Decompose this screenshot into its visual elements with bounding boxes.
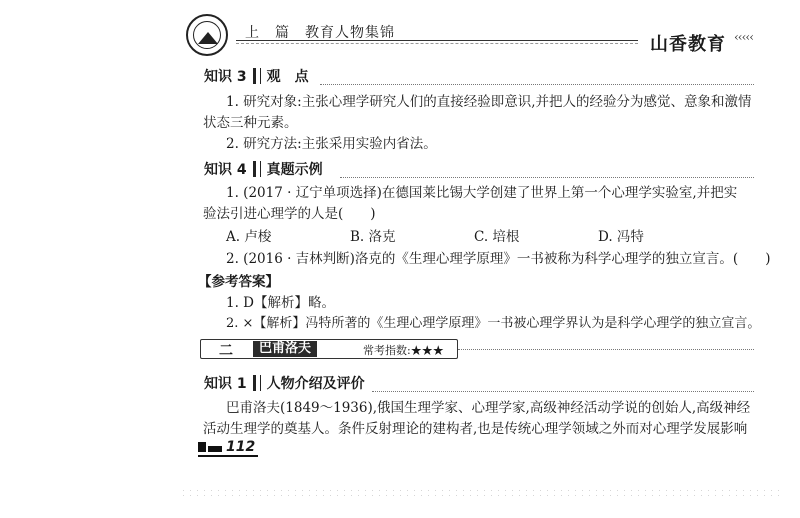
tag-rule xyxy=(340,177,754,178)
scan-noise xyxy=(180,488,780,500)
tag-divider xyxy=(253,68,256,84)
tag-divider xyxy=(253,161,256,177)
tag-rule xyxy=(320,84,754,85)
logo-emblem xyxy=(193,21,221,49)
page-number-rule xyxy=(198,455,258,457)
frequency-rating: 常考指数:★★★ xyxy=(363,344,444,357)
tag-title: 真题示例 xyxy=(266,162,323,178)
tag-divider-thin xyxy=(260,68,261,84)
paragraph: 活动生理学的奠基人。条件反射理论的建构者,也是传统心理学领域之外而对心理学发展影响 xyxy=(203,421,748,437)
answer: 2. ×【解析】冯特所著的《生理心理学原理》一书被心理学界认为是科学心理学的独立宣言。 xyxy=(226,316,761,331)
page-marker-block xyxy=(198,442,206,452)
page-number: 112 xyxy=(226,439,256,455)
tag-divider-thin xyxy=(260,161,261,177)
tag-title: 观 点 xyxy=(266,69,309,85)
question: 1. (2017 · 辽宁单项选择)在德国莱比锡大学创建了世界上第一个心理学实验室,并把实 xyxy=(226,185,738,201)
tag-number: 知识 1 xyxy=(204,376,247,392)
header-brand: 山香教育 xyxy=(650,34,726,55)
header-rule xyxy=(236,40,638,41)
option-d: D. 冯特 xyxy=(598,229,644,245)
paragraph: 巴甫洛夫(1849～1936),俄国生理学家、心理学家,高级神经活动学说的创始人,高级神经 xyxy=(226,400,751,416)
question: 验法引进心理学的人是( ) xyxy=(203,206,376,222)
section-tag-k3 xyxy=(204,66,309,86)
tag-divider-thin xyxy=(260,375,261,391)
tag-title: 人物介绍及评价 xyxy=(266,376,365,392)
option-c: C. 培根 xyxy=(474,229,520,245)
paragraph: 状态三种元素。 xyxy=(203,115,298,131)
question: 2. (2016 · 吉林判断)洛克的《生理心理学原理》一书被称为科学心理学的独立宣言。( ) xyxy=(226,251,771,267)
header-title: 上 篇 教育人物集锦 xyxy=(245,25,395,41)
option-a: A. 卢梭 xyxy=(226,229,272,245)
paragraph: 1. 研究对象:主张心理学研究人们的直接经验即意识,并把人的经验分为感觉、意象和激情 xyxy=(226,94,752,110)
header-rule-dashed xyxy=(236,43,638,44)
answer: 1. D【解析】略。 xyxy=(226,295,335,311)
tag-number: 知识 4 xyxy=(204,162,247,178)
chevron-left-icon: ‹‹‹‹‹ xyxy=(734,30,753,44)
tag-number: 知识 3 xyxy=(204,69,247,85)
section-number: 二 xyxy=(219,343,233,359)
option-b: B. 洛克 xyxy=(350,229,396,245)
mountain-icon xyxy=(198,32,218,44)
publisher-logo xyxy=(186,14,228,56)
page-marker-block xyxy=(208,446,222,452)
paragraph: 2. 研究方法:主张采用实验内省法。 xyxy=(226,136,437,152)
section-tag-k1 xyxy=(204,373,365,393)
banner-rule xyxy=(458,349,754,350)
tag-rule xyxy=(372,391,754,392)
section-banner xyxy=(200,339,458,359)
answers-heading: 【参考答案】 xyxy=(198,274,279,290)
section-tag-k4 xyxy=(204,159,323,179)
section-name: 巴甫洛夫 xyxy=(253,341,317,357)
tag-divider xyxy=(253,375,256,391)
